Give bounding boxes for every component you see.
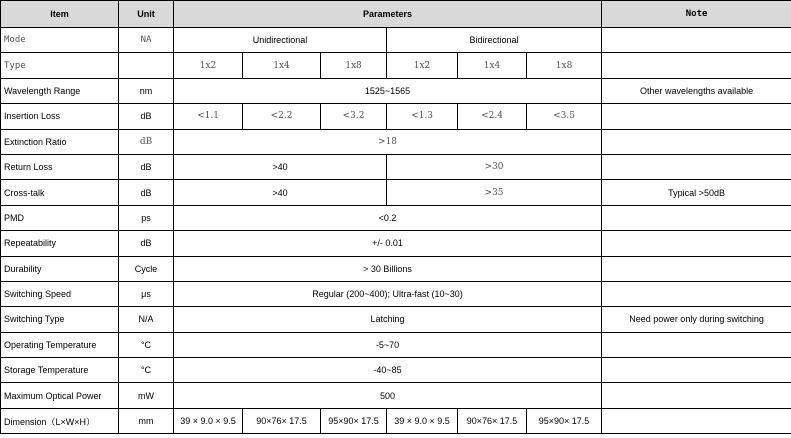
operating-temp-value: -5~70: [174, 332, 602, 357]
wavelength-unit: nm: [119, 78, 174, 103]
wavelength-value: 1525~1565: [174, 78, 602, 103]
crosstalk-note: Typical >50dB: [602, 180, 791, 205]
insertion-value: <3.5: [527, 104, 602, 129]
dimension-unit: mm: [119, 408, 174, 433]
header-unit: Unit: [119, 1, 174, 28]
max-power-value: 500: [174, 383, 602, 408]
row-repeatability: [1, 231, 791, 256]
row-operating-temperature: [1, 332, 791, 357]
row-wavelength: [1, 78, 791, 103]
wavelength-note: Other wavelengths available: [602, 78, 791, 103]
crosstalk-uni: >40: [174, 180, 387, 205]
durability-unit: Cycle: [119, 256, 174, 281]
operating-temp-note: [602, 332, 791, 357]
dimension-value: 39 × 9.0 × 9.5: [387, 408, 458, 433]
switching-speed-item: Switching Speed: [1, 281, 119, 306]
pmd-value: <0.2: [174, 205, 602, 230]
max-power-unit: mW: [119, 383, 174, 408]
extinction-note: [602, 129, 791, 154]
row-return-loss: [1, 154, 791, 179]
dimension-value: 90×76× 17.5: [243, 408, 321, 433]
repeatability-note: [602, 231, 791, 256]
row-type: [1, 53, 791, 78]
pmd-unit: ps: [119, 205, 174, 230]
crosstalk-item: Cross-talk: [1, 180, 119, 205]
row-switching-type: [1, 307, 791, 332]
dimension-note: [602, 408, 791, 433]
insertion-unit: dB: [119, 104, 174, 129]
switching-type-note: Need power only during switching: [602, 307, 791, 332]
header-row: [1, 1, 791, 28]
storage-temp-unit: °C: [119, 358, 174, 383]
durability-note: [602, 256, 791, 281]
switching-speed-note: [602, 281, 791, 306]
mode-note: [602, 28, 791, 53]
return-loss-bi: >30: [387, 154, 602, 179]
pmd-item: PMD: [1, 205, 119, 230]
row-mode: [1, 28, 791, 53]
row-extinction-ratio: [1, 129, 791, 154]
row-switching-speed: [1, 281, 791, 306]
type-item: Type: [1, 53, 119, 78]
type-value: 1x4: [458, 53, 527, 78]
mode-bidirectional: Bidirectional: [387, 28, 602, 53]
storage-temp-note: [602, 358, 791, 383]
insertion-value: <1.3: [387, 104, 458, 129]
operating-temp-item: Operating Temperature: [1, 332, 119, 357]
dimension-item: Dimension（L×W×H）: [1, 408, 119, 433]
durability-item: Durability: [1, 256, 119, 281]
header-item: Item: [1, 1, 119, 28]
return-loss-uni: >40: [174, 154, 387, 179]
switching-type-value: Latching: [174, 307, 602, 332]
durability-value: > 30 Billions: [174, 256, 602, 281]
header-note: Note: [602, 1, 791, 28]
type-value: 1x8: [321, 53, 387, 78]
type-value: 1x2: [387, 53, 458, 78]
dimension-value: 39 × 9.0 × 9.5: [174, 408, 243, 433]
row-durability: [1, 256, 791, 281]
type-value: 1x4: [243, 53, 321, 78]
repeatability-item: Repeatability: [1, 231, 119, 256]
dimension-value: 90×76× 17.5: [458, 408, 527, 433]
insertion-item: Insertion Loss: [1, 104, 119, 129]
mode-item: Mode: [1, 28, 119, 53]
repeatability-value: +/- 0.01: [174, 231, 602, 256]
insertion-value: <3.2: [321, 104, 387, 129]
row-max-optical-power: [1, 383, 791, 408]
row-storage-temperature: [1, 358, 791, 383]
max-power-note: [602, 383, 791, 408]
row-dimension: [1, 408, 791, 433]
return-loss-unit: dB: [119, 154, 174, 179]
crosstalk-bi: >35: [387, 180, 602, 205]
return-loss-note: [602, 154, 791, 179]
header-parameters: Parameters: [174, 1, 602, 28]
type-value: 1x8: [527, 53, 602, 78]
mode-unidirectional: Unidirectional: [174, 28, 387, 53]
extinction-unit: dB: [119, 129, 174, 154]
extinction-item: Extinction Ratio: [1, 129, 119, 154]
type-value: 1x2: [174, 53, 243, 78]
type-note: [602, 53, 791, 78]
switching-speed-unit: μs: [119, 281, 174, 306]
insertion-value: <2.2: [243, 104, 321, 129]
switching-type-item: Switching Type: [1, 307, 119, 332]
crosstalk-unit: dB: [119, 180, 174, 205]
row-crosstalk: [1, 180, 791, 205]
storage-temp-item: Storage Temperature: [1, 358, 119, 383]
extinction-value: >18: [174, 129, 602, 154]
insertion-value: <2.4: [458, 104, 527, 129]
row-pmd: [1, 205, 791, 230]
switching-type-unit: N/A: [119, 307, 174, 332]
switching-speed-value: Regular (200~400); Ultra-fast (10~30): [174, 281, 602, 306]
repeatability-unit: dB: [119, 231, 174, 256]
max-power-item: Maximum Optical Power: [1, 383, 119, 408]
operating-temp-unit: °C: [119, 332, 174, 357]
row-insertion-loss: [1, 104, 791, 129]
return-loss-item: Return Loss: [1, 154, 119, 179]
mode-unit: NA: [119, 28, 174, 53]
wavelength-item: Wavelength Range: [1, 78, 119, 103]
dimension-value: 95×90× 17.5: [321, 408, 387, 433]
insertion-value: <1.1: [174, 104, 243, 129]
pmd-note: [602, 205, 791, 230]
storage-temp-value: -40~85: [174, 358, 602, 383]
type-unit: [119, 53, 174, 78]
insertion-note: [602, 104, 791, 129]
dimension-value: 95×90× 17.5: [527, 408, 602, 433]
